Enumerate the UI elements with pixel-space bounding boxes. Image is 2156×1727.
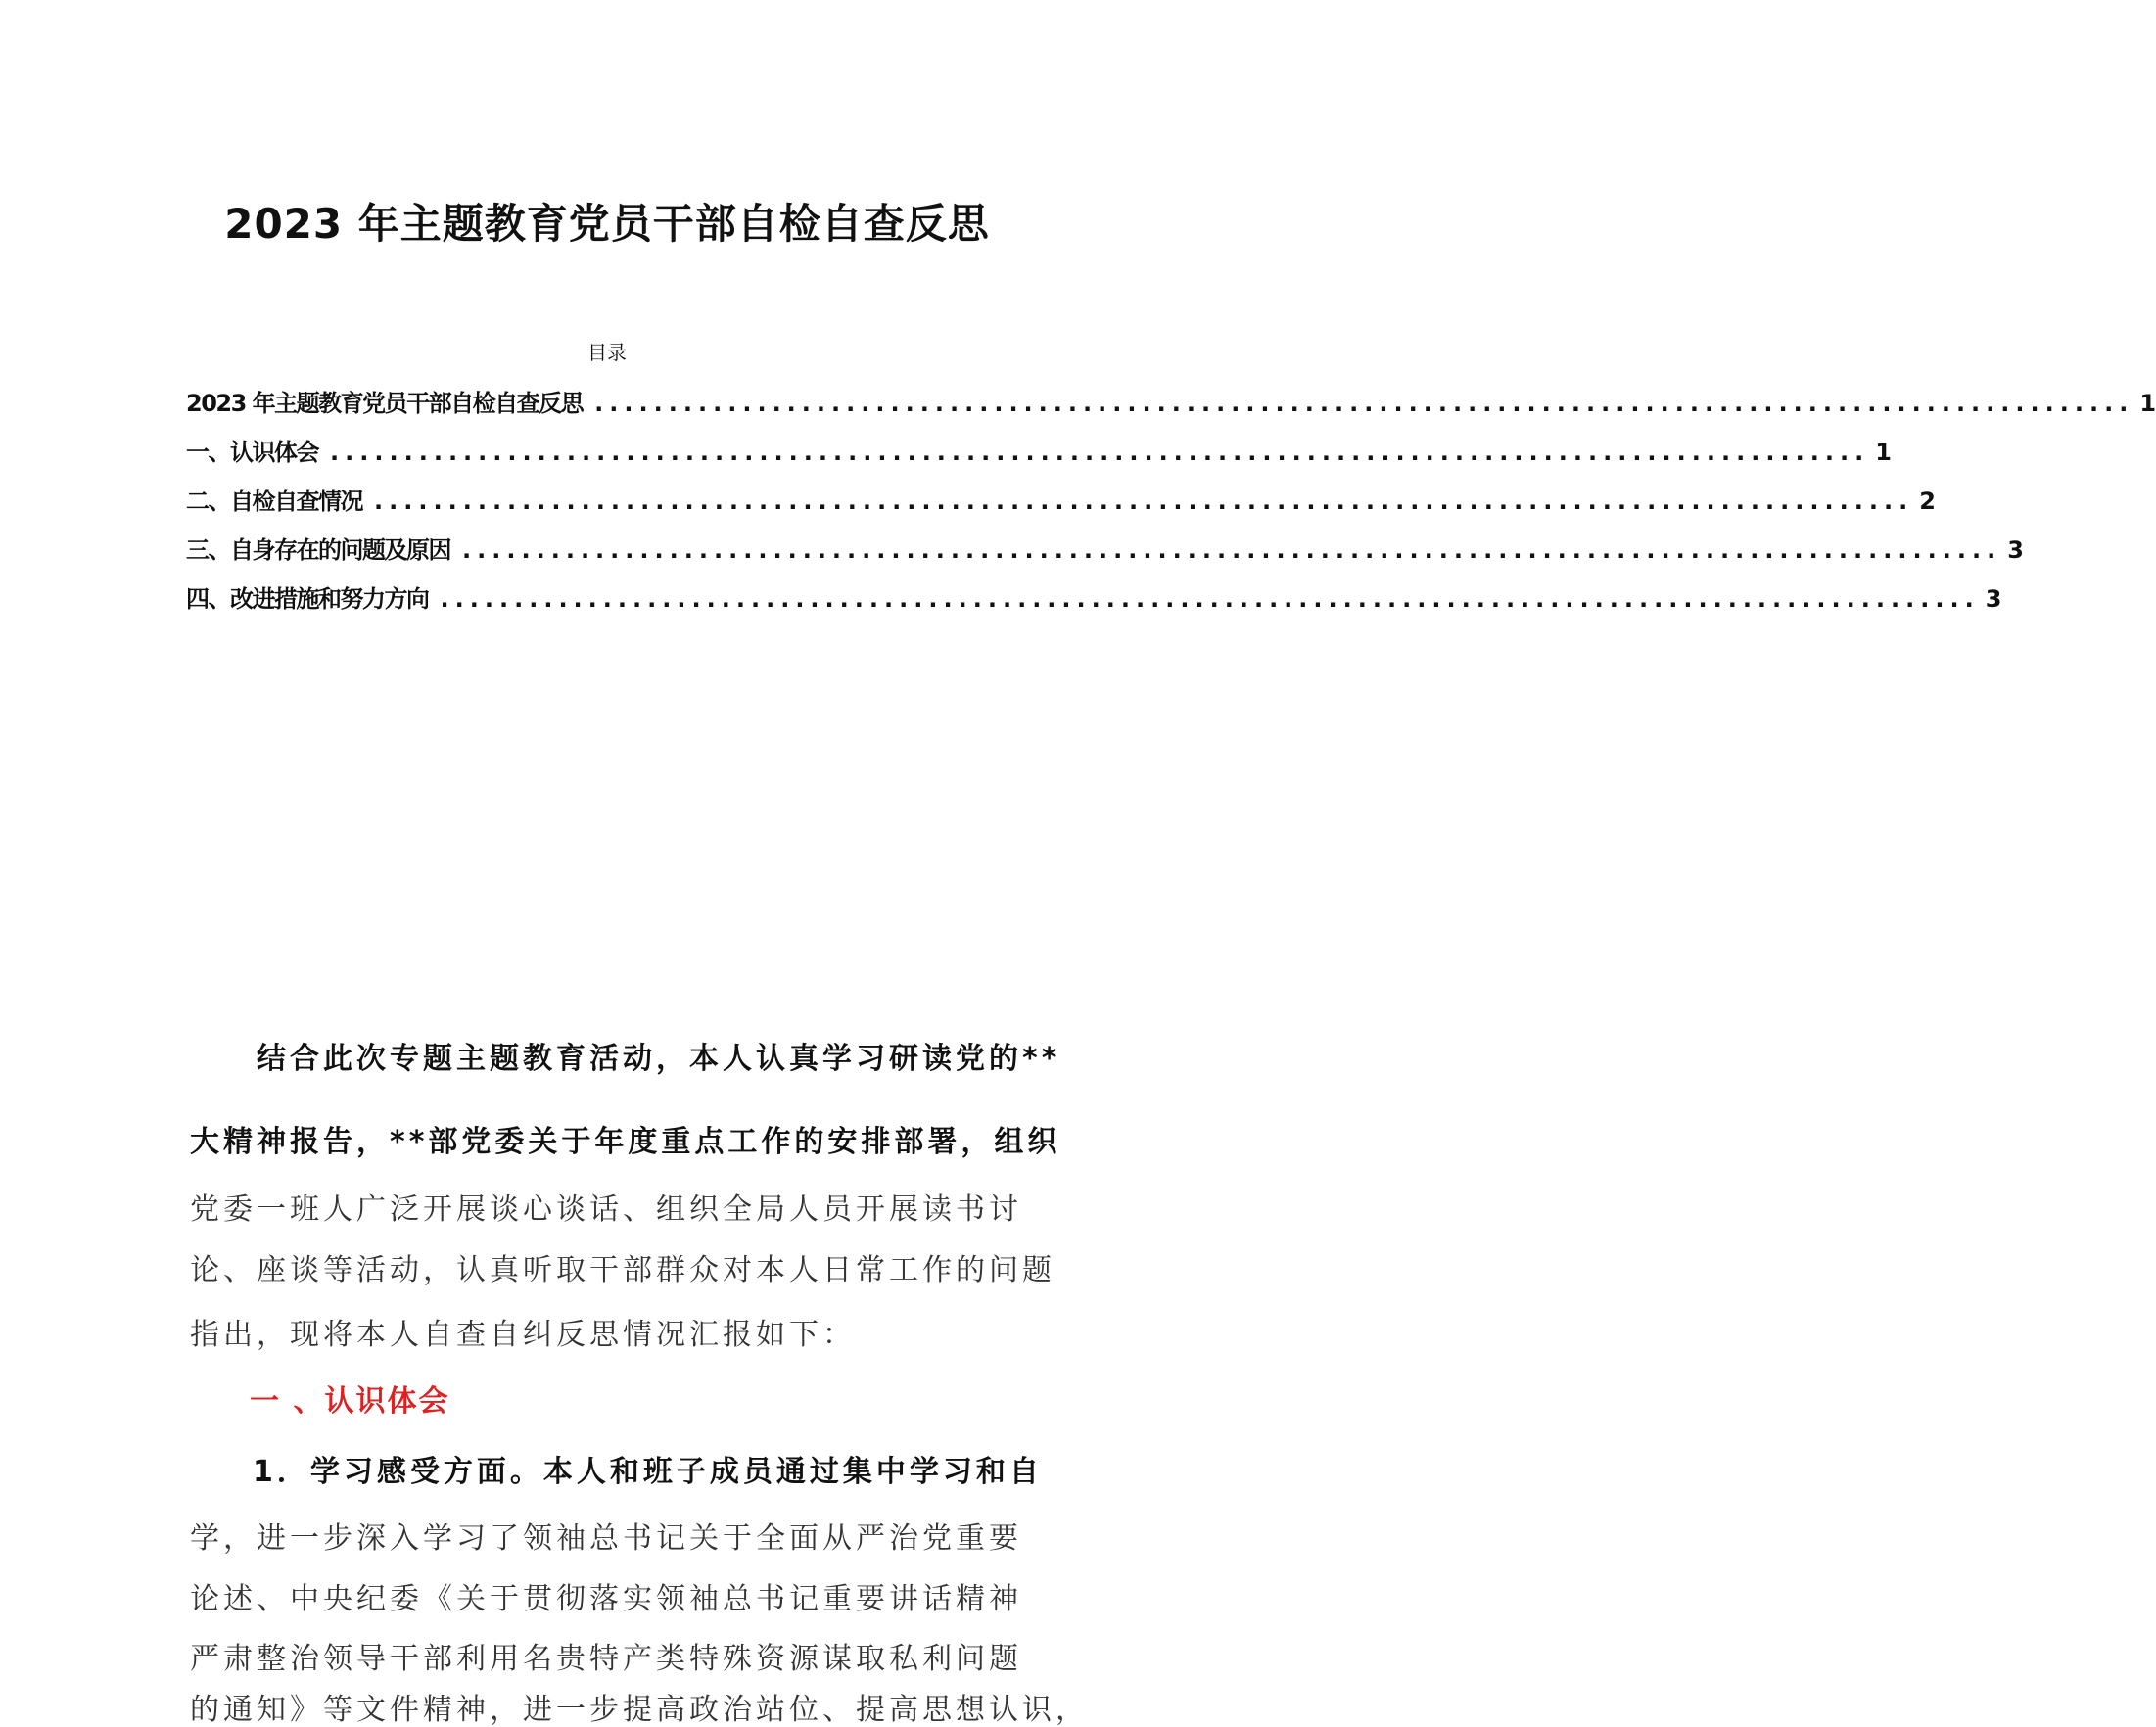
toc-entry-page: 2 bbox=[1919, 488, 1936, 515]
section-heading-1: 一 、认识体会 bbox=[250, 1384, 450, 1419]
toc-entry-label: 二、自检自查情况 bbox=[186, 488, 362, 515]
toc-entry-page: 3 bbox=[2007, 537, 2024, 564]
toc-entry-label: 四、改进措施和努力方向 bbox=[186, 585, 429, 613]
toc-heading: 目录 bbox=[587, 341, 627, 364]
toc-leader-dots: ........................................................................................................ bbox=[462, 537, 2002, 564]
point1-line-2: 学，进一步深入学习了领袖总书记关于全面从严治党重要 bbox=[190, 1521, 1022, 1556]
toc-leader-dots: ........................................................................................................ bbox=[440, 585, 1980, 613]
toc-entry-label: 一、认识体会 bbox=[186, 439, 318, 466]
point1-line-3: 论述、中央纪委《关于贯彻落实领袖总书记重要讲话精神 bbox=[190, 1582, 1022, 1616]
point1-line-1: 1．学习感受方面。本人和班子成员通过集中学习和自 bbox=[253, 1455, 1043, 1489]
intro-line-2: 大精神报告，**部党委关于年度重点工作的安排部署，组织 bbox=[190, 1125, 1061, 1159]
point1-line-4: 严肃整治领导干部利用名贵特产类特殊资源谋取私利问题 bbox=[190, 1642, 1022, 1676]
toc-entry-label: 2023 年主题教育党员干部自检自查反思 bbox=[186, 390, 584, 417]
toc-leader-dots: ........................................................................................................ bbox=[594, 390, 2134, 417]
toc-entry-page: 1 bbox=[2139, 390, 2156, 417]
point1-line-5: 的通知》等文件精神，进一步提高政治站位、提高思想认识， bbox=[190, 1693, 1089, 1727]
document-title: 2023 年主题教育党员干部自检自查反思 bbox=[224, 200, 990, 248]
toc-entry-label: 三、自身存在的问题及原因 bbox=[186, 537, 450, 564]
intro-line-4: 论、座谈等活动，认真听取干部群众对本人日常工作的问题 bbox=[190, 1253, 1055, 1287]
toc-leader-dots: ........................................................................................................ bbox=[330, 439, 1870, 466]
intro-line-3: 党委一班人广泛开展谈心谈话、组织全局人员开展读书讨 bbox=[190, 1192, 1022, 1227]
toc-entry-page: 3 bbox=[1985, 585, 2002, 613]
toc-leader-dots: ........................................................................................................ bbox=[374, 488, 1914, 515]
toc-entry-section-4[interactable] bbox=[186, 580, 2002, 629]
table-of-contents bbox=[186, 384, 2156, 629]
toc-entry-section-2[interactable] bbox=[186, 482, 1936, 531]
toc-entry-title[interactable] bbox=[186, 384, 2156, 433]
toc-entry-section-3[interactable] bbox=[186, 531, 2024, 580]
toc-entry-section-1[interactable] bbox=[186, 433, 1892, 482]
intro-line-1: 结合此次专题主题教育活动，本人认真学习研读党的** bbox=[257, 1042, 1061, 1076]
intro-line-5: 指出，现将本人自查自纠反思情况汇报如下： bbox=[190, 1318, 856, 1352]
toc-entry-page: 1 bbox=[1875, 439, 1892, 466]
